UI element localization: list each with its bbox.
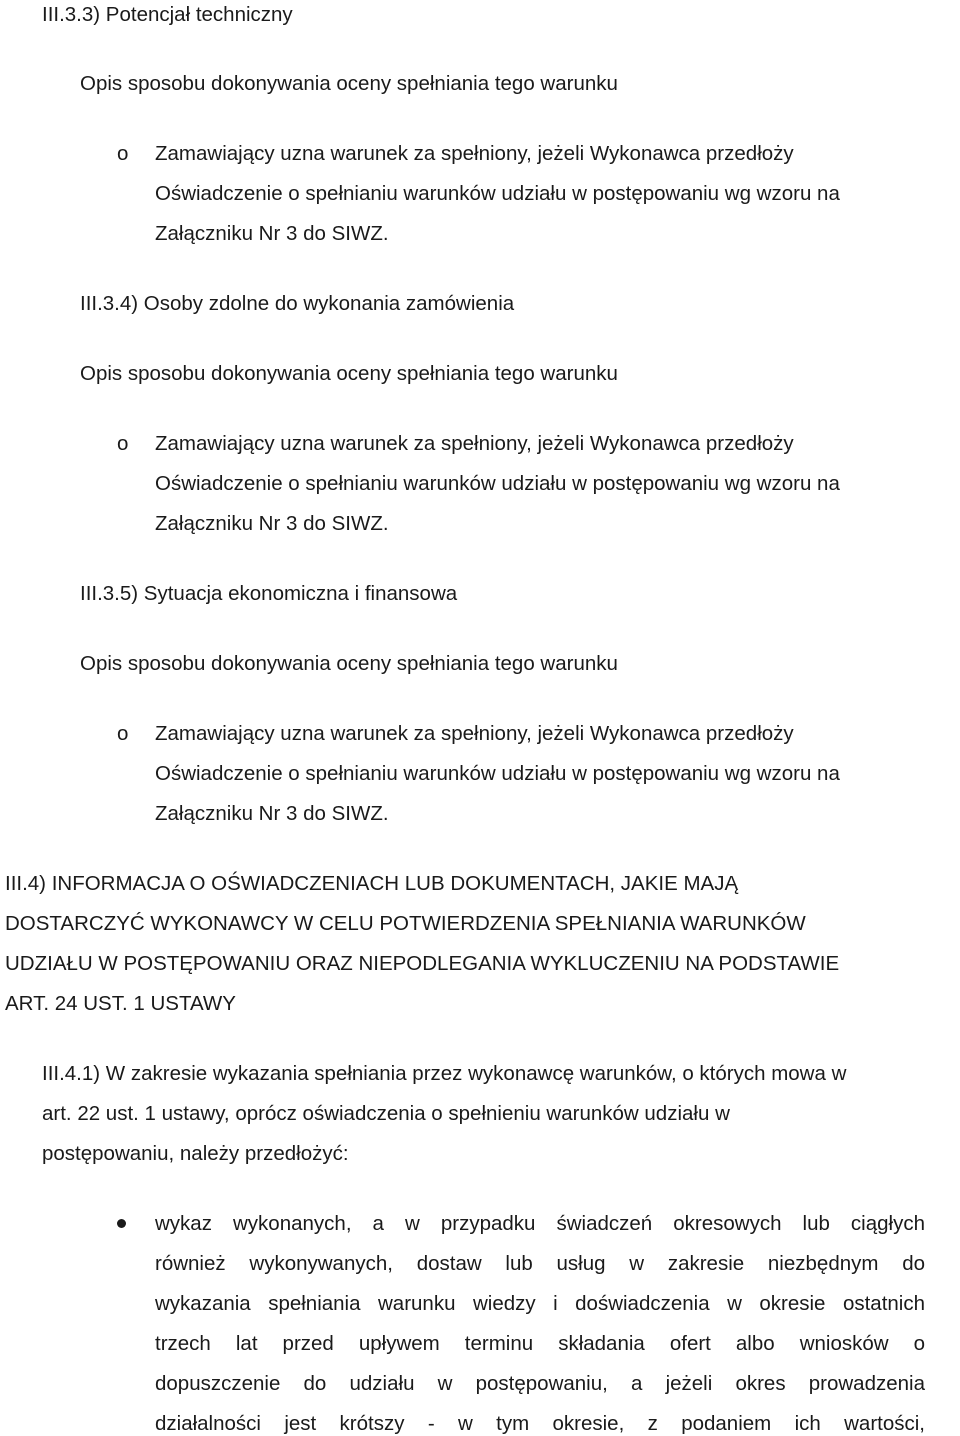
section-3-3-line-1: Zamawiający uzna warunek za spełniony, jeżeli Wykonawca przedłoży (155, 142, 794, 165)
section-3-3-line-3: Załączniku Nr 3 do SIWZ. (155, 222, 389, 245)
section-3-3-line-2: Oświadczenie o spełnianiu warunków udziału w postępowaniu wg wzoru na (155, 182, 840, 205)
section-3-5-line-1: Zamawiający uzna warunek za spełniony, jeżeli Wykonawca przedłoży (155, 722, 794, 745)
section-3-4-heading: III.3.4) Osoby zdolne do wykonania zamówienia (80, 292, 515, 315)
section-4-1-bullet-line-3: wykazania spełniania warunku wiedzy i doświadczenia w okresie ostatnich (155, 1292, 925, 1315)
section-3-4-line-3: Załączniku Nr 3 do SIWZ. (155, 512, 389, 535)
section-3-5-line-3: Załączniku Nr 3 do SIWZ. (155, 802, 389, 825)
bullet-dot-icon (117, 1219, 126, 1228)
section-3-4-line-1: Zamawiający uzna warunek za spełniony, jeżeli Wykonawca przedłoży (155, 432, 794, 455)
section-3-5-heading: III.3.5) Sytuacja ekonomiczna i finansowa (80, 582, 458, 605)
section-3-3-bullet-marker: o (117, 142, 129, 165)
section-3-3-subheading: Opis sposobu dokonywania oceny spełniania tego warunku (80, 72, 618, 95)
section-4-1-bullet-line-6: działalności jest krótszy - w tym okresie, z podaniem ich wartości, (155, 1412, 925, 1435)
section-4-1-heading-line-2: art. 22 ust. 1 ustawy, oprócz oświadczenia o spełnieniu warunków udziału w (42, 1102, 730, 1125)
section-3-4-line-2: Oświadczenie o spełnianiu warunków udziału w postępowaniu wg wzoru na (155, 472, 840, 495)
section-4-1-bullet-line-1: wykaz wykonanych, a w przypadku świadczeń okresowych lub ciągłych (155, 1212, 925, 1235)
section-3-4-bullet-marker: o (117, 432, 129, 455)
section-4-1-bullet-line-5: dopuszczenie do udziału w postępowaniu, a jeżeli okres prowadzenia (155, 1372, 925, 1395)
section-4-heading-line-4: ART. 24 UST. 1 USTAWY (5, 992, 236, 1015)
section-3-5-line-2: Oświadczenie o spełnianiu warunków udziału w postępowaniu wg wzoru na (155, 762, 840, 785)
section-3-5-bullet-marker: o (117, 722, 129, 745)
section-4-heading-line-2: DOSTARCZYĆ WYKONAWCY W CELU POTWIERDZENIA SPEŁNIANIA WARUNKÓW (5, 912, 806, 935)
section-4-1-bullet-line-4: trzech lat przed upływem terminu składania ofert albo wniosków o (155, 1332, 925, 1355)
section-4-heading-line-3: UDZIAŁU W POSTĘPOWANIU ORAZ NIEPODLEGANIA WYKLUCZENIU NA PODSTAWIE (5, 952, 840, 975)
section-4-1-heading-line-3: postępowaniu, należy przedłożyć: (42, 1142, 349, 1165)
section-4-1-heading-line-1: III.4.1) W zakresie wykazania spełniania przez wykonawcę warunków, o których mowa w (42, 1062, 847, 1085)
section-3-4-subheading: Opis sposobu dokonywania oceny spełniania tego warunku (80, 362, 618, 385)
section-4-1-bullet-line-2: również wykonywanych, dostaw lub usług w zakresie niezbędnym do (155, 1252, 925, 1275)
section-4-heading-line-1: III.4) INFORMACJA O OŚWIADCZENIACH LUB DOKUMENTACH, JAKIE MAJĄ (5, 872, 739, 895)
section-3-3-heading: III.3.3) Potencjał techniczny (42, 3, 293, 26)
section-3-5-subheading: Opis sposobu dokonywania oceny spełniania tego warunku (80, 652, 618, 675)
